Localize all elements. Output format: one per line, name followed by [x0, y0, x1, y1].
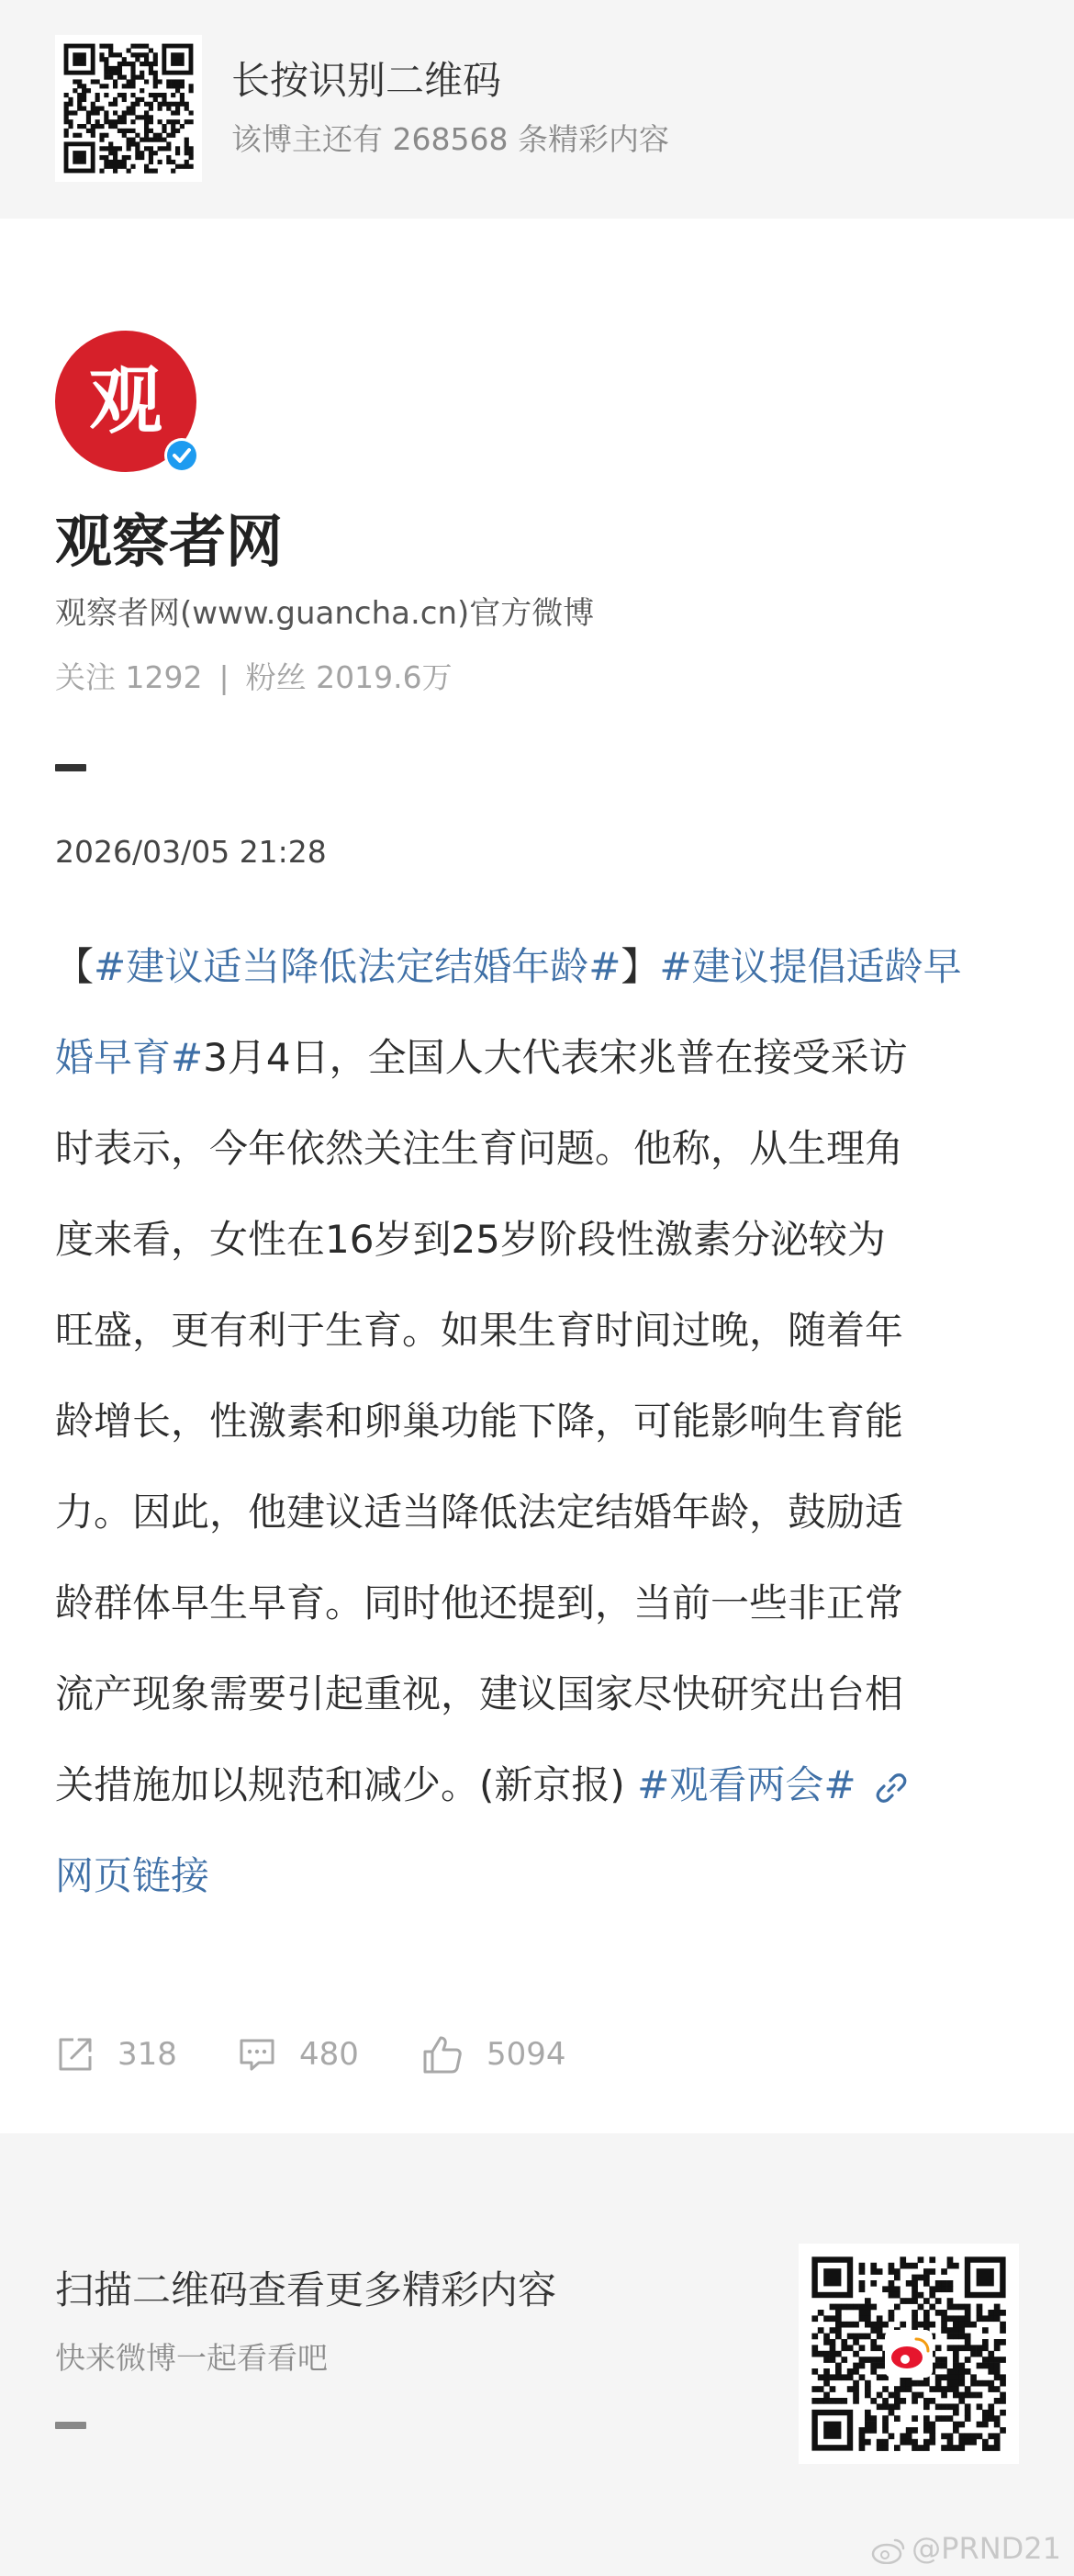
like-count: 5094: [487, 2036, 566, 2073]
post-text-segment: 时表示，今年依然关注生育问题。他称，从生理角: [55, 1126, 904, 1171]
repost-count: 318: [117, 2036, 177, 2073]
hashtag-link[interactable]: 婚早育#: [55, 1035, 204, 1080]
post-text: [55, 921, 1019, 1921]
followers-count[interactable]: 粉丝 2019.6万: [245, 659, 453, 695]
profile-stats: [55, 655, 453, 701]
post-text-line: [55, 1648, 1019, 1739]
post-text-segment: 龄群体早生早育。同时他还提到，当前一些非正常: [55, 1580, 904, 1625]
post-text-line: [55, 921, 1019, 1012]
post-text-line: [55, 1830, 1019, 1921]
avatar-glyph: 观: [89, 358, 162, 444]
qr-banner-title: 长按识别二维码: [231, 58, 502, 103]
repost-button[interactable]: [55, 2030, 177, 2079]
stats-separator: |: [218, 659, 229, 695]
post-text-line: [55, 1467, 1019, 1558]
post-text-line: [55, 1194, 1019, 1285]
comment-icon: [237, 2034, 277, 2075]
qr-code-bottom[interactable]: [799, 2244, 1019, 2464]
comment-count: 480: [299, 2036, 359, 2073]
post-text-line: [55, 1012, 1019, 1103]
post-text-segment: 3月4日，全国人大代表宋兆普在接受采访: [203, 1035, 908, 1080]
post-text-segment: 度来看，女性在16岁到25岁阶段性激素分泌较为: [55, 1217, 886, 1262]
web-link[interactable]: 网页链接: [55, 1853, 210, 1898]
post-text-line: [55, 1739, 1019, 1830]
following-count[interactable]: 关注 1292: [55, 659, 203, 695]
post-text-line: [55, 1376, 1019, 1467]
like-button[interactable]: [420, 2030, 566, 2079]
share-icon: [55, 2034, 95, 2075]
bottom-banner-subtitle: 快来微博一起看看吧: [55, 2340, 328, 2376]
comment-button[interactable]: [237, 2030, 359, 2079]
watermark-handle: @PRND21: [912, 2531, 1061, 2566]
post-text-segment: 关措施加以规范和减少。(新京报): [55, 1762, 638, 1807]
post-text-line: [55, 1285, 1019, 1376]
post-text-segment: 龄增长，性激素和卵巢功能下降，可能影响生育能: [55, 1399, 904, 1444]
post-text-line: [55, 1558, 1019, 1648]
weibo-logo-icon: [871, 2537, 906, 2564]
post-text-segment: 】: [621, 944, 660, 989]
post-text-segment: 【: [55, 944, 95, 989]
post-text-line: [55, 1103, 1019, 1194]
link-icon[interactable]: [873, 1770, 910, 1806]
bottom-banner-title: 扫描二维码查看更多精彩内容: [55, 2267, 557, 2312]
post-timestamp: 2026/03/05 21:28: [55, 834, 327, 870]
qr-code-top[interactable]: [55, 35, 202, 182]
post-text-segment: 流产现象需要引起重视，建议国家尽快研究出台相: [55, 1671, 904, 1716]
qr-banner-bottom: [0, 2133, 1074, 2576]
post-text-segment: 力。因此，他建议适当降低法定结婚年龄，鼓励适: [55, 1490, 904, 1535]
profile-description: 观察者网(www.guancha.cn)官方微博: [55, 595, 595, 632]
profile-name[interactable]: 观察者网: [55, 508, 284, 575]
qr-banner-subtitle: 该博主还有 268568 条精彩内容: [231, 121, 669, 157]
thumbs-up-icon: [420, 2032, 464, 2076]
section-divider: [55, 764, 86, 771]
hashtag-link[interactable]: #建议提倡适龄早: [659, 944, 962, 989]
post-text-segment: 旺盛，更有利于生育。如果生育时间过晚，随着年: [55, 1308, 904, 1353]
bottom-divider: [55, 2422, 86, 2429]
watermark: [871, 2528, 1061, 2569]
qr-banner-top: [0, 0, 1074, 219]
hashtag-link[interactable]: #建议适当降低法定结婚年龄#: [94, 944, 621, 989]
hashtag-link[interactable]: #观看两会#: [637, 1762, 856, 1807]
verified-badge-icon: [163, 437, 200, 474]
